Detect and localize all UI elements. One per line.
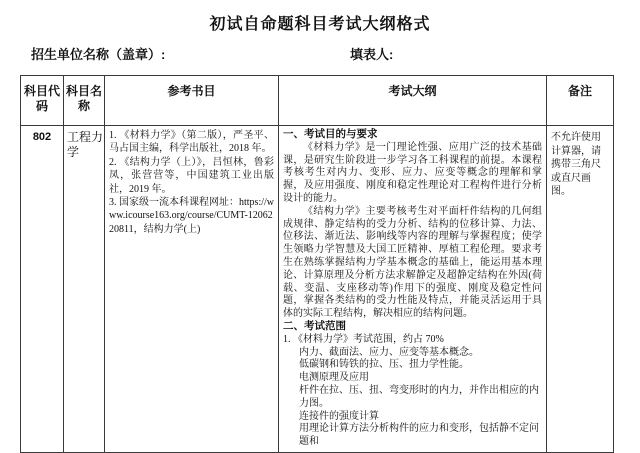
reference-item: 3. 国家级一流本科课程网址：https://www.icourse163.org/course/CUMT-1206220811，结构力学(上) [109,197,275,235]
header-subject-name: 科目名称 [64,76,105,126]
outline-sub-item: 杆件在拉、压、扭、弯变形时的内力，并作出相应的内力图。 [299,384,539,409]
subject-code-cell: 802 [21,126,64,453]
header-reference-books: 参考书目 [105,76,279,126]
header-exam-outline: 考试大纲 [279,76,547,126]
outline-paragraph: 《材料力学》是一门理论性强、应用广泛的技术基础课，是研究生阶段进一步学习各工科课程的前提。本课程考核考生对内力、变形、应力、应变等概念的理解和掌握，及应用强度、刚度和稳定性理论对工程构件进行分析设计的能力。 [283,141,542,204]
outline-sub-item: 低碳钢和铸铁的拉、压、扭力学性能。 [299,359,469,371]
table-row [21,126,614,453]
table-header-row [21,76,614,126]
org-name-label: 招生单位名称（盖章）: [31,47,166,62]
subheader-row [0,44,640,62]
header-remarks: 备注 [547,76,614,126]
exam-outline-cell [279,126,547,453]
outline-sub-item: 用理论计算方法分析构件的应力和变形，包括静不定问题和 [299,423,539,448]
reference-item: 1. 《材料力学》（第二版），严圣平、马占国主编，科学出版社，2018 年。 [109,130,274,155]
remark-cell: 不允许使用计算器，请携带三角尺或直尺画图。 [547,126,614,453]
outline-sub-item: 连接件的强度计算 [299,410,379,422]
exam-outline-table [20,75,614,453]
outline-list-item: 1. 《材料力学》考试范围，约占 70% [283,333,444,345]
outline-section-heading: 一、考试目的与要求 [283,129,378,140]
subject-name-cell: 工程力学 [64,126,105,453]
outline-paragraph: 《结构力学》主要考核考生对平面杆件结构的几何组成规律、静定结构的受力分析、结构的位移计算、力法、位移法、渐近法、影响线等内容的理解与掌握程度；使学生领略力学智慧及大国工匠精神、厚植工程伦理。要求考生在熟练掌握结构力学基本概念的基础上，能运用基本理论、计算原理及分析方法求解静定及超静定结构在外因(荷载、变温、支座移动等)作用下的强度、刚度及稳定性问题，掌握各类结构的受力性能及特点，并能灵活运用于具体的实际工程结构，解决相应的结构问题。 [283,205,542,320]
reference-books-cell [105,126,279,453]
header-subject-code: 科目代码 [21,76,64,126]
page-title: 初试自命题科目考试大纲格式 [209,16,431,33]
outline-section-heading: 二、考试范围 [283,320,346,332]
form-filler-label: 填表人: [350,47,394,62]
outline-sub-item: 电测原理及应用 [299,372,369,384]
outline-sub-item: 内力、截面法、应力、应变等基本概念。 [299,346,479,358]
reference-item: 2. 《结构力学（上）》，吕恒林，鲁彩凤，张营营等，中国建筑工业出版社，2019 年。 [109,156,274,195]
